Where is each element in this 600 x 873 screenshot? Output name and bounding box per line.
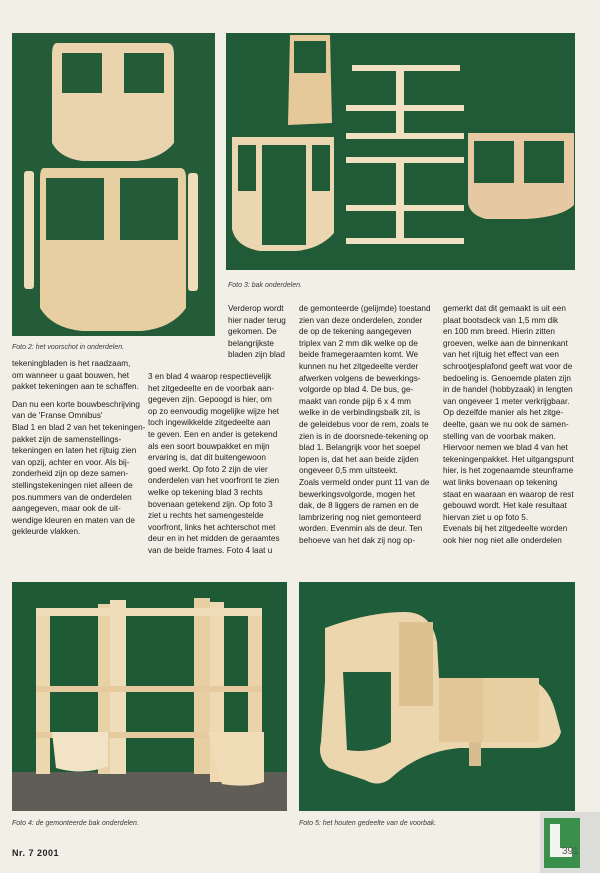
photo-5-caption: Foto 5: het houten gedeelte van de voorbak. [299, 820, 437, 827]
col4-paragraph: gemerkt dat dit gemaakt is uit een plaat bootsdeck van 1,5 mm dik en 100 mm breed. Hierin zitten groeven, welke aan de binnenkant van het rijtuig het effect van een schrootjesplafond geeft wat voor de bedoeling is. Genoemde platen zijn in de handel (hobbyzaak) in lengten van ongeveer 1 meter verkrijgbaar. Op dezelfde manier als het zitge- deelte, gaan we nu ook de samen- stelling van de voorbak maken. Hiervoor nemen we blad 4 van het tekeningenpakket. Het uitgangspunt hier, is het zogenaamde steunframe wat links bovenaan op tekening staat en waaraan en waarop de rest gebouwd wordt. Het kale resultaat hiervan ziet u op foto 5. Evenals bij het zitgedeelte worden ook hier nog niet alle onderdelen [443, 304, 574, 545]
logo-icon [540, 812, 600, 873]
col3-paragraph: de gemonteerde (gelijmde) toestand zien van deze onderdelen, zonder de op de tekening aangegeven triplex van 2 mm dik welke op de beide framegeraamten komt. We kunnen nu het zitgedeelte verder afwerken volgens de bewerkings- volgorde op blad 4. De bus, ge- maakt van ronde pijp 6 x 4 mm welke in de verbindingsbalk zit, is de geleidebus voor de rem, zoals te zien is in de doorsnede-tekening op blad 1. Belangrijk voor het soepel lopen is, dat het aan beide zijden ongeveer 0,5 mm uitsteekt. Zoals vermeld onder punt 11 van de bewerkingsvolgorde, mogen het dak, de 8 liggers de ramen en de lambrizering nog niet gemonteerd worden. Evenmin als de deur. Ten behoeve van het dak zij nog op- [299, 304, 431, 545]
photo-4 [12, 582, 287, 811]
photo-4-caption: Foto 4: de gemonteerde bak onderdelen. [12, 820, 139, 827]
col2-paragraph: 3 en blad 4 waarop respectievelijk het zitgedeelte en de voorbak aan- gegeven zijn. Gepoogd is hier, om op zo eenvoudig mogelijke wijze het toch ingewikkelde zitgedeelte aan te geven. Een en ander is getekend als een soort bouwpakket en mijn ervaring is, dat dit buitengewoon goed werkt. Op foto 2 zijn de vier onderdelen van het voorfront te zien welke op tekening blad 3 rechts bovenaan getekend zijn. Op foto 3 ziet u rechts het samengestelde voorfront, links het achterschot met deur en in het midden de geraamtes van de beide frames. Foto 4 laat u [148, 372, 280, 555]
photo-2 [12, 33, 215, 336]
photo-3-caption: Foto 3: bak onderdelen. [228, 282, 302, 289]
col2-top-paragraph: Verderop wordt hier nader terug gekomen. De belangrijkste bladen zijn blad [228, 304, 286, 360]
page-number: 391 [562, 846, 579, 857]
column-3 [299, 303, 439, 552]
photo-3 [226, 33, 575, 270]
photo-2-caption: Foto 2: het voorschot in onderdelen. [12, 344, 125, 351]
col1-paragraph-2: Dan nu een korte bouwbeschrijving van de 'Franse Omnibus' Blad 1 en blad 2 van het tekeningen- pakket zijn de samenstellings- tekeningen en laten het rijtuig zien van opzij, achter en voor. Als bij- zonderheid zijn op deze samen- stellingstekeningen niet alleen de pos.nummers van de onderdelen aangegeven, maar ook de uit- wendige kleuren en maten van de gekleurde vlakken. [12, 399, 146, 537]
column-4 [443, 303, 593, 552]
photo-5 [299, 582, 575, 811]
issue-number: Nr. 7 2001 [12, 848, 60, 858]
column-2-top [228, 303, 298, 367]
column-2 [148, 371, 296, 563]
col1-paragraph-1: tekeningbladen is het raadzaam, om wanneer u gaat bouwen, het pakket tekeningen aan te schaffen. [12, 359, 139, 392]
